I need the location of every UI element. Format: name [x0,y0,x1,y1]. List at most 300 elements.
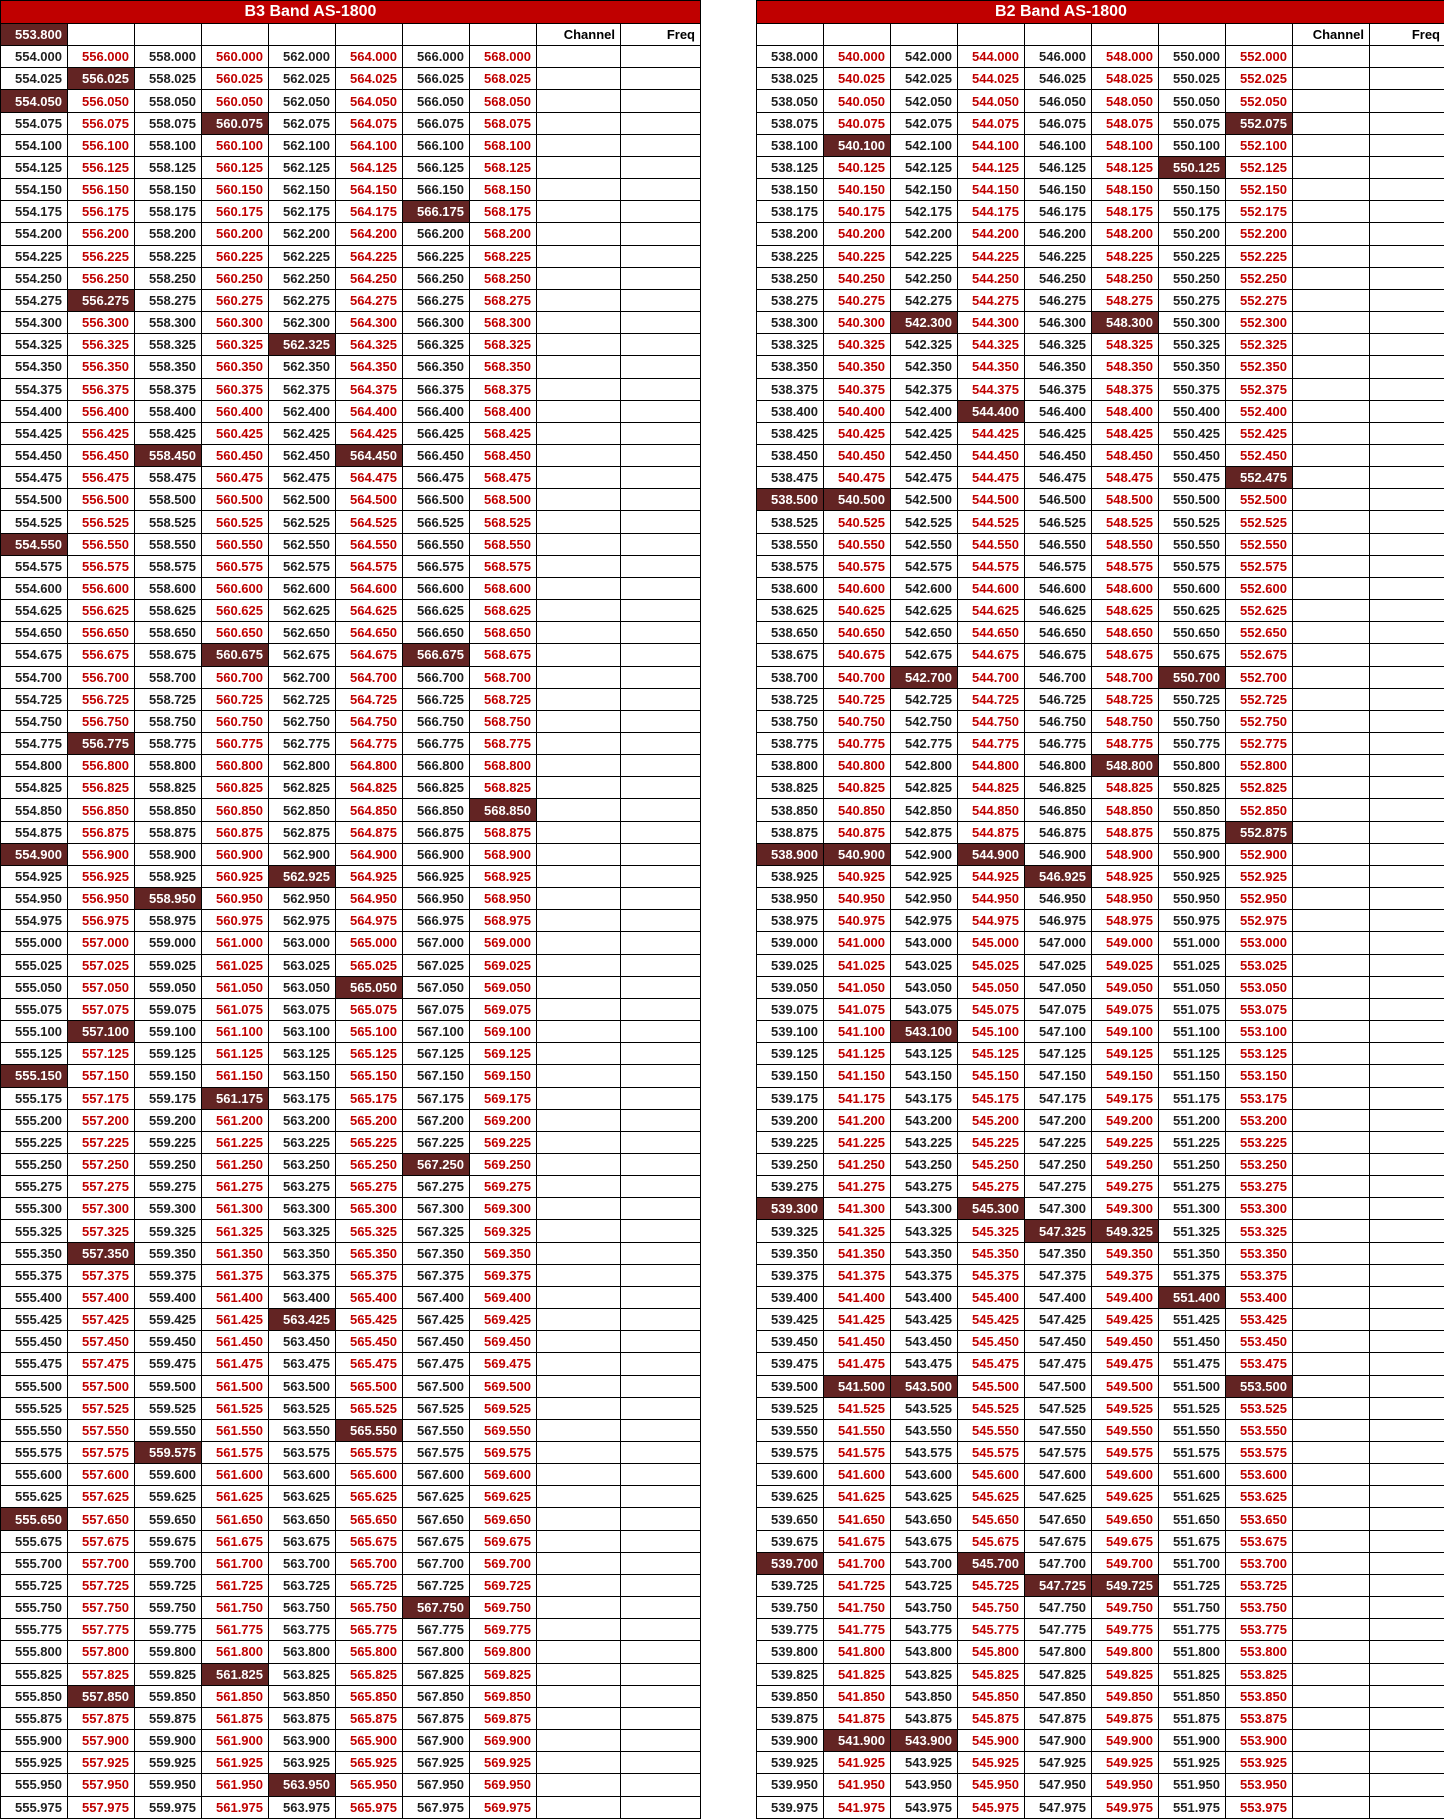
blank-cell [537,1176,621,1198]
freq-cell: 551.550 [1159,1419,1226,1441]
freq-cell: 566.000 [403,46,470,68]
freq-cell: 547.375 [1025,1264,1092,1286]
freq-cell: 546.075 [1025,112,1092,134]
b2-grid-row [757,1663,1444,1685]
freq-cell: 567.025 [403,954,470,976]
freq-cell: 547.125 [1025,1043,1092,1065]
freq-cell: 565.850 [336,1685,403,1707]
b2-grid-row [757,843,1444,865]
freq-cell: 553.025 [1226,954,1293,976]
freq-cell: 561.875 [202,1707,269,1729]
freq-cell: 545.025 [958,954,1025,976]
freq-cell: 539.875 [757,1707,824,1729]
freq-cell: 545.300 [958,1198,1025,1220]
b2-grid-row [757,1486,1444,1508]
channel-freq-cell: 556.775 [621,223,701,245]
freq-cell: 557.625 [68,1486,135,1508]
blank-cell [537,1663,621,1685]
blank-cell [1293,910,1370,932]
freq-cell: 566.125 [403,156,470,178]
freq-cell: 566.750 [403,710,470,732]
freq-cell: 551.075 [1159,998,1226,1020]
channel-number-cell: 5 [537,134,621,156]
freq-cell: 566.775 [403,733,470,755]
freq-cell: 562.050 [269,90,336,112]
freq-cell: 548.475 [1092,467,1159,489]
blank-cell [537,777,621,799]
freq-cell: 546.625 [1025,600,1092,622]
freq-cell: 557.175 [68,1087,135,1109]
freq-cell: 552.425 [1226,422,1293,444]
freq-cell: 545.525 [958,1397,1025,1419]
blank-cell [1293,1419,1370,1441]
freq-cell: 557.050 [68,976,135,998]
freq-cell: 554.325 [1,334,68,356]
freq-cell: 555.175 [1,1087,68,1109]
b2-grid-row [757,312,1444,334]
freq-cell: 552.550 [1226,533,1293,555]
freq-cell: 560.775 [202,733,269,755]
channel-number-cell: 12 [537,289,621,311]
b2-band-title: B2 Band AS-1800 [757,1,1444,24]
channel-freq-cell: 546.925 [1370,334,1444,356]
freq-cell: 544.025 [958,68,1025,90]
b3-grid-row [1,555,701,577]
freq-cell: 558.525 [135,511,202,533]
blank-cell [621,1419,701,1441]
freq-cell: 542.650 [891,622,958,644]
freq-cell: 558.400 [135,400,202,422]
freq-cell: 563.950 [269,1774,336,1796]
freq-cell: 552.725 [1226,688,1293,710]
b2-grid-row [757,334,1444,356]
freq-cell: 568.000 [470,46,537,68]
channel-freq-cell: 550.700 [1370,156,1444,178]
freq-cell: 559.675 [135,1530,202,1552]
b3-grid-row [1,312,701,334]
freq-cell: 563.300 [269,1198,336,1220]
blank-cell [1293,1242,1370,1264]
blank-cell [1293,1574,1370,1596]
empty-cell [403,24,470,46]
freq-cell: 544.875 [958,821,1025,843]
freq-cell: 560.575 [202,555,269,577]
freq-cell: 562.475 [269,467,336,489]
freq-cell: 568.425 [470,422,537,444]
freq-cell: 546.750 [1025,710,1092,732]
channel-freq-cell: 540.900 [1370,600,1444,622]
freq-cell: 550.675 [1159,644,1226,666]
blank-cell [1293,1375,1370,1397]
b3-grid-row [1,1464,701,1486]
b3-grid-row [1,910,701,932]
freq-cell: 565.175 [336,1087,403,1109]
freq-cell: 563.275 [269,1176,336,1198]
b3-grid-row [1,533,701,555]
freq-cell: 552.925 [1226,865,1293,887]
freq-cell: 560.350 [202,356,269,378]
freq-cell: 547.975 [1025,1796,1092,1818]
b3-grid-row [1,46,701,68]
channel-freq-cell: 557.850 [621,289,701,311]
b2-grid-row [757,1286,1444,1308]
freq-cell: 557.475 [68,1353,135,1375]
freq-cell: 549.950 [1092,1774,1159,1796]
freq-cell: 569.825 [470,1663,537,1685]
freq-cell: 552.150 [1226,179,1293,201]
freq-cell: 568.625 [470,600,537,622]
freq-cell: 558.975 [135,910,202,932]
freq-cell: 544.700 [958,666,1025,688]
b2-grid-row [757,1198,1444,1220]
blank-cell [537,1619,621,1641]
freq-cell: 546.775 [1025,733,1092,755]
channel-number-cell: 2 [537,68,621,90]
freq-cell: 561.950 [202,1774,269,1796]
freq-cell: 557.150 [68,1065,135,1087]
freq-cell: 557.400 [68,1286,135,1308]
blank-cell [621,1774,701,1796]
freq-cell: 557.750 [68,1597,135,1619]
freq-cell: 554.025 [1,68,68,90]
freq-cell: 564.900 [336,843,403,865]
freq-cell: 550.000 [1159,46,1226,68]
freq-cell: 567.950 [403,1774,470,1796]
freq-cell: 569.925 [470,1752,537,1774]
freq-cell: 562.375 [269,378,336,400]
blank-cell [1370,1552,1444,1574]
channel-number-cell: 9 [1293,223,1370,245]
blank-cell [1370,843,1444,865]
b3-grid-row [1,865,701,887]
freq-cell: 552.050 [1226,90,1293,112]
freq-cell: 564.525 [336,511,403,533]
freq-cell: 540.750 [824,710,891,732]
freq-cell: 545.200 [958,1109,1025,1131]
freq-cell: 538.000 [757,46,824,68]
freq-cell: 545.575 [958,1442,1025,1464]
empty-cell [135,24,202,46]
freq-cell: 549.175 [1092,1087,1159,1109]
b3-grid-row [1,444,701,466]
b3-grid-row [1,223,701,245]
b3-grid-row [1,733,701,755]
freq-cell: 540.575 [824,555,891,577]
freq-cell: 560.850 [202,799,269,821]
empty-cell [1226,24,1293,46]
freq-cell: 546.350 [1025,356,1092,378]
freq-cell: 562.750 [269,710,336,732]
freq-cell: 555.725 [1,1574,68,1596]
freq-cell: 561.075 [202,998,269,1020]
b3-grid-row [1,1176,701,1198]
freq-cell: 556.125 [68,156,135,178]
b3-grid-row [1,600,701,622]
freq-cell: 552.375 [1226,378,1293,400]
freq-cell: 564.425 [336,422,403,444]
freq-cell: 543.925 [891,1752,958,1774]
freq-cell: 547.350 [1025,1242,1092,1264]
freq-cell: 543.975 [891,1796,958,1818]
blank-cell [1370,1442,1444,1464]
freq-cell: 544.825 [958,777,1025,799]
freq-cell: 545.825 [958,1663,1025,1685]
freq-cell: 567.200 [403,1109,470,1131]
freq-cell: 552.950 [1226,888,1293,910]
freq-cell: 558.925 [135,865,202,887]
freq-cell: 563.200 [269,1109,336,1131]
channel-number-cell: 27 [537,622,621,644]
freq-cell: 556.875 [68,821,135,843]
freq-cell: 541.700 [824,1552,891,1574]
freq-cell: 542.150 [891,179,958,201]
freq-cell: 544.925 [958,865,1025,887]
freq-cell: 554.375 [1,378,68,400]
b3-grid-row [1,467,701,489]
freq-cell: 549.100 [1092,1021,1159,1043]
freq-cell: 560.250 [202,267,269,289]
channel-number-cell: 5 [1293,134,1370,156]
blank-cell [621,932,701,954]
freq-cell: 541.525 [824,1397,891,1419]
freq-cell: 559.750 [135,1597,202,1619]
freq-cell: 559.575 [135,1442,202,1464]
freq-cell: 550.775 [1159,733,1226,755]
channel-freq-cell: 542.300 [1370,622,1444,644]
freq-cell: 565.025 [336,954,403,976]
blank-cell [1293,1176,1370,1198]
freq-cell: 566.300 [403,312,470,334]
freq-cell: 547.500 [1025,1375,1092,1397]
b3-grid-row [1,577,701,599]
freq-cell: 556.150 [68,179,135,201]
freq-cell: 553.600 [1226,1464,1293,1486]
freq-cell: 548.425 [1092,422,1159,444]
freq-cell: 545.775 [958,1619,1025,1641]
freq-cell: 562.275 [269,289,336,311]
freq-cell: 539.775 [757,1619,824,1641]
blank-cell [537,755,621,777]
b3-grid-row [1,1552,701,1574]
freq-cell: 561.175 [202,1087,269,1109]
freq-cell: 565.725 [336,1574,403,1596]
freq-cell: 549.675 [1092,1530,1159,1552]
freq-cell: 553.725 [1226,1574,1293,1596]
freq-cell: 540.350 [824,356,891,378]
freq-cell: 560.925 [202,865,269,887]
b2-grid-row [757,1375,1444,1397]
b3-grid-row [1,1752,701,1774]
blank-cell [1370,1597,1444,1619]
freq-cell: 555.975 [1,1796,68,1818]
freq-cell: 546.100 [1025,134,1092,156]
freq-cell: 556.550 [68,533,135,555]
freq-cell: 557.700 [68,1552,135,1574]
freq-cell: 564.200 [336,223,403,245]
channel-number-cell: 30 [537,688,621,710]
freq-cell: 550.250 [1159,267,1226,289]
channel-number-cell: 29 [1293,666,1370,688]
freq-cell: 550.575 [1159,555,1226,577]
channel-number-cell: 4 [1293,112,1370,134]
freq-cell: 545.600 [958,1464,1025,1486]
freq-cell: 563.750 [269,1597,336,1619]
freq-cell: 550.500 [1159,489,1226,511]
b2-grid-row [757,267,1444,289]
blank-cell [621,1619,701,1641]
freq-cell: 567.050 [403,976,470,998]
freq-cell: 541.150 [824,1065,891,1087]
freq-cell: 561.625 [202,1486,269,1508]
freq-cell: 541.000 [824,932,891,954]
freq-cell: 557.925 [68,1752,135,1774]
freq-cell: 541.050 [824,976,891,998]
b3-grid-row [1,1021,701,1043]
freq-cell: 559.050 [135,976,202,998]
freq-cell: 544.600 [958,577,1025,599]
b3-title-row [1,1,701,24]
freq-cell: 540.425 [824,422,891,444]
freq-cell: 546.425 [1025,422,1092,444]
freq-cell: 567.425 [403,1309,470,1331]
freq-cell: 543.000 [891,932,958,954]
freq-cell: 549.550 [1092,1419,1159,1441]
freq-cell: 552.875 [1226,821,1293,843]
freq-cell: 565.300 [336,1198,403,1220]
freq-cell: 552.025 [1226,68,1293,90]
blank-cell [1293,1442,1370,1464]
blank-cell [1293,1198,1370,1220]
freq-cell: 567.750 [403,1597,470,1619]
blank-cell [537,1419,621,1441]
freq-cell: 539.525 [757,1397,824,1419]
freq-cell: 541.550 [824,1419,891,1441]
freq-cell: 546.825 [1025,777,1092,799]
freq-cell: 556.000 [68,46,135,68]
freq-cell: 555.825 [1,1663,68,1685]
freq-cell: 565.575 [336,1442,403,1464]
blank-cell [621,799,701,821]
freq-cell: 565.350 [336,1242,403,1264]
blank-cell [537,1065,621,1087]
freq-cell: 549.275 [1092,1176,1159,1198]
freq-cell: 564.725 [336,688,403,710]
freq-cell: 538.675 [757,644,824,666]
freq-cell: 544.725 [958,688,1025,710]
freq-cell: 542.125 [891,156,958,178]
freq-cell: 543.450 [891,1331,958,1353]
freq-cell: 546.175 [1025,201,1092,223]
freq-cell: 541.800 [824,1641,891,1663]
freq-cell: 549.225 [1092,1131,1159,1153]
freq-cell: 542.975 [891,910,958,932]
freq-cell: 548.575 [1092,555,1159,577]
blank-cell [537,1087,621,1109]
freq-cell: 547.750 [1025,1597,1092,1619]
blank-cell [621,1043,701,1065]
freq-cell: 552.675 [1226,644,1293,666]
freq-cell: 543.075 [891,998,958,1020]
freq-cell: 551.800 [1159,1641,1226,1663]
freq-cell: 561.925 [202,1752,269,1774]
freq-cell: 539.900 [757,1730,824,1752]
freq-cell: 565.500 [336,1375,403,1397]
freq-cell: 564.675 [336,644,403,666]
freq-cell: 541.125 [824,1043,891,1065]
freq-cell: 552.775 [1226,733,1293,755]
b2-grid-row [757,68,1444,90]
b2-grid-row [757,954,1444,976]
freq-cell: 557.375 [68,1264,135,1286]
freq-cell: 546.900 [1025,843,1092,865]
freq-cell: 552.325 [1226,334,1293,356]
freq-cell: 566.175 [403,201,470,223]
freq-cell: 562.725 [269,688,336,710]
freq-cell: 560.675 [202,644,269,666]
freq-cell: 559.100 [135,1021,202,1043]
freq-cell: 560.525 [202,511,269,533]
freq-cell: 541.500 [824,1375,891,1397]
freq-cell: 563.825 [269,1663,336,1685]
freq-cell: 549.350 [1092,1242,1159,1264]
freq-cell: 539.050 [757,976,824,998]
freq-cell: 566.800 [403,755,470,777]
b3-grid-row [1,1242,701,1264]
freq-cell: 568.150 [470,179,537,201]
freq-cell: 545.950 [958,1774,1025,1796]
freq-cell: 566.050 [403,90,470,112]
freq-cell: 555.250 [1,1153,68,1175]
b2-grid-row [757,1176,1444,1198]
freq-cell: 539.500 [757,1375,824,1397]
freq-cell: 553.650 [1226,1508,1293,1530]
freq-cell: 539.200 [757,1109,824,1131]
freq-cell: 543.850 [891,1685,958,1707]
freq-cell: 562.700 [269,666,336,688]
freq-cell: 547.575 [1025,1442,1092,1464]
blank-cell [1370,1796,1444,1818]
blank-cell [1370,1419,1444,1441]
b2-grid-row [757,733,1444,755]
freq-cell: 566.075 [403,112,470,134]
blank-cell [621,1397,701,1419]
freq-cell: 544.675 [958,644,1025,666]
freq-cell: 557.550 [68,1419,135,1441]
blank-cell [1293,1286,1370,1308]
freq-cell: 561.100 [202,1021,269,1043]
freq-cell: 541.775 [824,1619,891,1641]
freq-cell: 555.600 [1,1464,68,1486]
freq-cell: 554.150 [1,179,68,201]
freq-cell: 549.050 [1092,976,1159,998]
freq-cell: 553.875 [1226,1707,1293,1729]
freq-cell: 555.375 [1,1264,68,1286]
freq-cell: 567.800 [403,1641,470,1663]
freq-cell: 556.500 [68,489,135,511]
freq-cell: 540.625 [824,600,891,622]
b2-grid-row [757,1552,1444,1574]
freq-cell: 556.775 [68,733,135,755]
freq-cell: 550.600 [1159,577,1226,599]
freq-cell: 569.775 [470,1619,537,1641]
freq-cell: 569.975 [470,1796,537,1818]
channel-freq-cell: 539.300 [1370,400,1444,422]
freq-cell: 550.400 [1159,400,1226,422]
freq-cell: 545.400 [958,1286,1025,1308]
b3-grid-row [1,1774,701,1796]
freq-cell: 547.050 [1025,976,1092,998]
freq-cell: 551.425 [1159,1309,1226,1331]
